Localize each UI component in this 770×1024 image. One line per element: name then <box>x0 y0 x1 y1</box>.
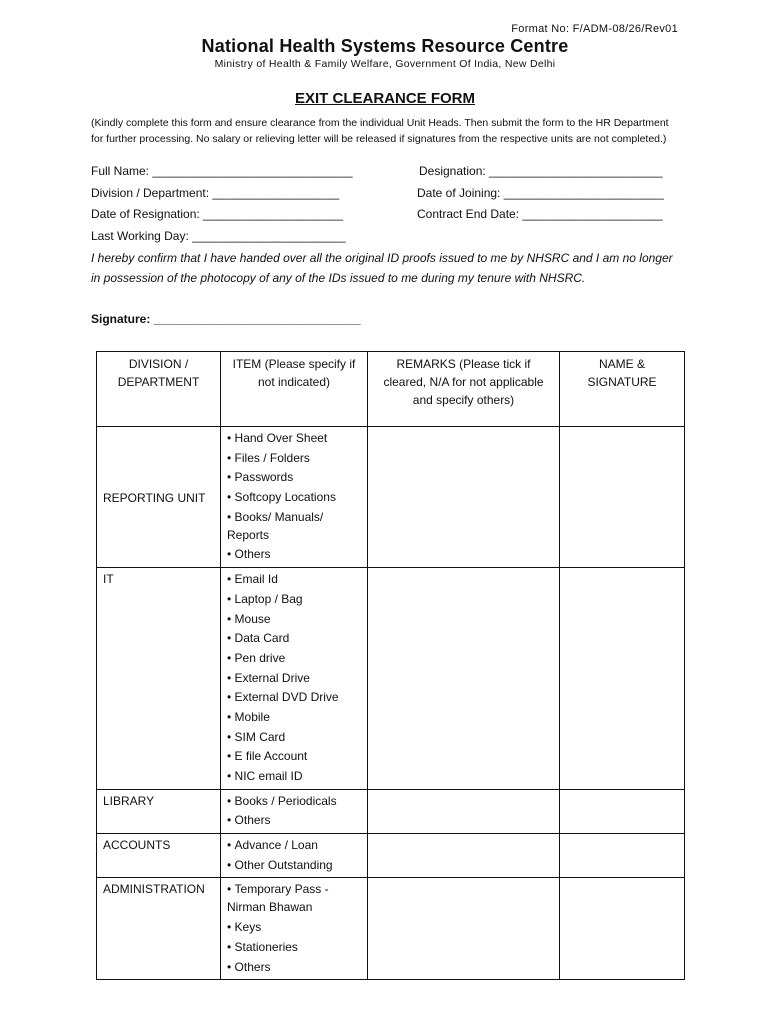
signature-field[interactable]: Signature: _______________________________ <box>91 312 361 326</box>
list-item: • Files / Folders <box>227 449 361 467</box>
signature-cell[interactable] <box>560 427 685 568</box>
table-row <box>97 568 685 790</box>
items-cell <box>221 427 368 568</box>
id-declaration: I hereby confirm that I have handed over all the original ID proofs issued to me by NHSRC and I am no longer in possession of the photocopy of any of the IDs issued to me during my tenure with NHSRC. <box>91 251 673 285</box>
list-item: • Pen drive <box>227 649 361 667</box>
table-row <box>97 427 685 568</box>
items-cell <box>221 568 368 790</box>
list-item: • Hand Over Sheet <box>227 429 361 447</box>
table-row <box>97 789 685 833</box>
remarks-cell[interactable] <box>368 789 560 833</box>
list-item: • Other Outstanding <box>227 856 361 874</box>
format-number: Format No: F/ADM-08/26/Rev01 <box>511 23 678 35</box>
remarks-cell[interactable] <box>368 878 560 980</box>
date-of-joining-field[interactable]: Date of Joining: ________________________ <box>417 186 664 200</box>
item-list <box>227 792 361 830</box>
table-row <box>97 834 685 878</box>
full-name-field[interactable]: Full Name: ______________________________ <box>91 164 353 178</box>
list-item: • SIM Card <box>227 728 361 746</box>
item-list <box>227 570 361 785</box>
form-title: EXIT CLEARANCE FORM <box>295 90 475 107</box>
list-item: • Others <box>227 958 361 976</box>
remarks-cell[interactable] <box>368 427 560 568</box>
list-item: • Others <box>227 811 361 829</box>
list-item: • Email Id <box>227 570 361 588</box>
header-name-signature: NAME & SIGNATURE <box>560 352 685 427</box>
item-list <box>227 836 361 874</box>
list-item: • External Drive <box>227 669 361 687</box>
division-cell: LIBRARY <box>97 789 221 833</box>
list-item: • Laptop / Bag <box>227 590 361 608</box>
header-remarks: REMARKS (Please tick if cleared, N/A for not applicable and specify others) <box>368 352 560 427</box>
remarks-cell[interactable] <box>368 834 560 878</box>
organization-name: National Health Systems Resource Centre <box>201 36 569 56</box>
list-item: • E file Account <box>227 747 361 765</box>
date-of-resignation-field[interactable]: Date of Resignation: _____________________ <box>91 207 344 221</box>
list-item: • Mobile <box>227 708 361 726</box>
designation-field[interactable]: Designation: __________________________ <box>419 164 663 178</box>
list-item: • Softcopy Locations <box>227 488 361 506</box>
division-cell: ACCOUNTS <box>97 834 221 878</box>
list-item: • Passwords <box>227 468 361 486</box>
list-item: • NIC email ID <box>227 767 361 785</box>
division-cell: IT <box>97 568 221 790</box>
division-cell: ADMINISTRATION <box>97 878 221 980</box>
signature-cell[interactable] <box>560 789 685 833</box>
list-item: • Books/ Manuals/ Reports <box>227 508 361 544</box>
last-working-day-field[interactable]: Last Working Day: _______________________ <box>91 229 346 243</box>
header-division: DIVISION / DEPARTMENT <box>97 352 221 427</box>
ministry-line: Ministry of Health & Family Welfare, Government Of India, New Delhi <box>214 58 556 70</box>
remarks-cell[interactable] <box>368 568 560 790</box>
header-item: ITEM (Please specify if not indicated) <box>221 352 368 427</box>
list-item: • Advance / Loan <box>227 836 361 854</box>
list-item: • Keys <box>227 918 361 936</box>
items-cell <box>221 878 368 980</box>
list-item: • Books / Periodicals <box>227 792 361 810</box>
list-item: • Others <box>227 545 361 563</box>
signature-cell[interactable] <box>560 878 685 980</box>
item-list <box>227 880 361 975</box>
list-item: • Mouse <box>227 610 361 628</box>
item-list <box>227 429 361 563</box>
contract-end-date-field[interactable]: Contract End Date: _____________________ <box>417 207 663 221</box>
division-field[interactable]: Division / Department: ___________________ <box>91 186 340 200</box>
signature-cell[interactable] <box>560 568 685 790</box>
list-item: • Stationeries <box>227 938 361 956</box>
list-item: • External DVD Drive <box>227 688 361 706</box>
items-cell <box>221 789 368 833</box>
items-cell <box>221 834 368 878</box>
table-body <box>97 427 685 980</box>
division-cell: REPORTING UNIT <box>97 427 221 568</box>
list-item: • Data Card <box>227 629 361 647</box>
signature-cell[interactable] <box>560 834 685 878</box>
clearance-table <box>96 351 685 980</box>
table-row <box>97 878 685 980</box>
form-instructions: (Kindly complete this form and ensure clearance from the individual Unit Heads. Then submit the form to the HR Department for further processing. No salary or relieving letter will be released if signatures from the respective units are not completed.) <box>91 117 669 145</box>
table-header-row <box>97 352 685 427</box>
list-item: • Temporary Pass - Nirman Bhawan <box>227 880 361 916</box>
